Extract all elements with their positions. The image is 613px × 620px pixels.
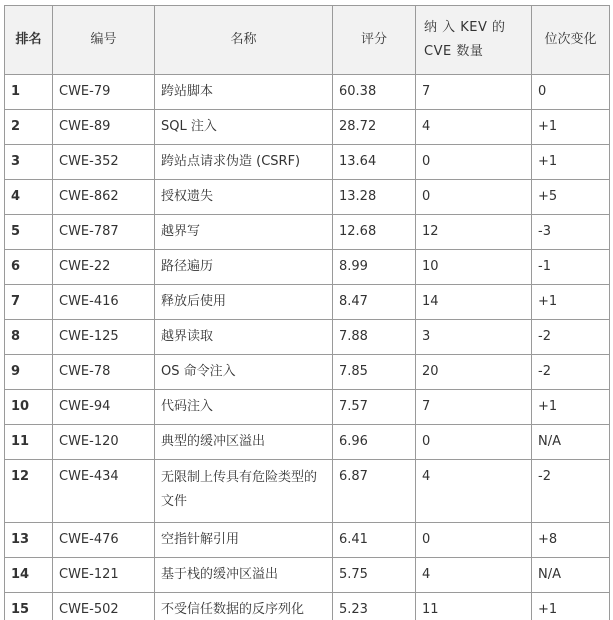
cell-kev-count: 4 [416, 460, 532, 523]
cell-rank: 12 [5, 460, 53, 523]
cell-rank: 13 [5, 523, 53, 558]
cell-rank: 2 [5, 110, 53, 145]
cell-rank: 14 [5, 558, 53, 593]
cell-kev-count: 14 [416, 285, 532, 320]
cell-rank-change: -2 [532, 355, 610, 390]
cell-rank-change: +5 [532, 180, 610, 215]
cell-kev-count: 11 [416, 593, 532, 620]
cell-rank-change: 0 [532, 75, 610, 110]
cell-cwe-id: CWE-79 [53, 75, 155, 110]
cell-rank: 11 [5, 425, 53, 460]
header-rank-change: 位次变化 [532, 6, 610, 75]
cell-score: 8.99 [333, 250, 416, 285]
table-row [5, 180, 610, 215]
cell-score: 13.28 [333, 180, 416, 215]
cell-rank-change: -2 [532, 320, 610, 355]
cell-name: 跨站脚本 [155, 75, 333, 110]
cell-cwe-id: CWE-22 [53, 250, 155, 285]
header-rank: 排名 [5, 6, 53, 75]
cell-rank-change: +8 [532, 523, 610, 558]
cell-score: 60.38 [333, 75, 416, 110]
cell-name: OS 命令注入 [155, 355, 333, 390]
header-name: 名称 [155, 6, 333, 75]
table-row [5, 110, 610, 145]
cell-rank: 9 [5, 355, 53, 390]
cell-name: 路径遍历 [155, 250, 333, 285]
cell-score: 6.96 [333, 425, 416, 460]
cell-score: 7.85 [333, 355, 416, 390]
cell-cwe-id: CWE-416 [53, 285, 155, 320]
cell-name: 基于栈的缓冲区溢出 [155, 558, 333, 593]
cell-rank: 5 [5, 215, 53, 250]
cell-kev-count: 0 [416, 425, 532, 460]
table-row [5, 215, 610, 250]
table-header [5, 6, 610, 75]
cell-score: 6.87 [333, 460, 416, 523]
cell-rank: 10 [5, 390, 53, 425]
cell-name: 典型的缓冲区溢出 [155, 425, 333, 460]
cell-cwe-id: CWE-434 [53, 460, 155, 523]
cell-rank-change: +1 [532, 593, 610, 620]
cell-name: 空指针解引用 [155, 523, 333, 558]
cell-kev-count: 7 [416, 75, 532, 110]
cwe-ranking-table [4, 5, 610, 620]
header-kev-count [416, 6, 532, 75]
header-row [5, 6, 610, 75]
cell-kev-count: 3 [416, 320, 532, 355]
cell-rank: 1 [5, 75, 53, 110]
cell-rank: 15 [5, 593, 53, 620]
table-row [5, 460, 610, 523]
cell-score: 28.72 [333, 110, 416, 145]
cell-name: 释放后使用 [155, 285, 333, 320]
cell-name: 无限制上传具有危险类型的文件 [155, 460, 333, 523]
cell-rank-change: N/A [532, 558, 610, 593]
cell-rank-change: +1 [532, 145, 610, 180]
cell-name: 代码注入 [155, 390, 333, 425]
header-score: 评分 [333, 6, 416, 75]
cell-rank-change: N/A [532, 425, 610, 460]
cell-cwe-id: CWE-476 [53, 523, 155, 558]
table-row [5, 390, 610, 425]
cell-kev-count: 20 [416, 355, 532, 390]
cell-kev-count: 0 [416, 145, 532, 180]
table-row [5, 558, 610, 593]
cell-kev-count: 7 [416, 390, 532, 425]
cell-cwe-id: CWE-120 [53, 425, 155, 460]
cell-cwe-id: CWE-502 [53, 593, 155, 620]
cell-score: 13.64 [333, 145, 416, 180]
cell-name: 越界写 [155, 215, 333, 250]
header-kev-line1: 纳 入 KEV 的 [424, 20, 506, 35]
table-row [5, 523, 610, 558]
cell-kev-count: 4 [416, 558, 532, 593]
cell-score: 8.47 [333, 285, 416, 320]
cell-score: 12.68 [333, 215, 416, 250]
cell-score: 7.57 [333, 390, 416, 425]
cell-rank-change: -2 [532, 460, 610, 523]
cell-rank: 4 [5, 180, 53, 215]
cell-cwe-id: CWE-94 [53, 390, 155, 425]
cell-score: 5.23 [333, 593, 416, 620]
cell-cwe-id: CWE-89 [53, 110, 155, 145]
table-row [5, 145, 610, 180]
cell-cwe-id: CWE-352 [53, 145, 155, 180]
cell-cwe-id: CWE-125 [53, 320, 155, 355]
cell-cwe-id: CWE-121 [53, 558, 155, 593]
table-body [5, 75, 610, 620]
table-row [5, 75, 610, 110]
cell-name: SQL 注入 [155, 110, 333, 145]
table-row [5, 285, 610, 320]
header-kev-line2: CVE 数量 [424, 44, 484, 59]
cell-rank-change: -3 [532, 215, 610, 250]
cell-rank-change: +1 [532, 110, 610, 145]
table-row [5, 425, 610, 460]
cell-cwe-id: CWE-862 [53, 180, 155, 215]
table-row [5, 355, 610, 390]
cell-kev-count: 4 [416, 110, 532, 145]
cell-kev-count: 12 [416, 215, 532, 250]
cell-rank: 6 [5, 250, 53, 285]
cell-rank-change: +1 [532, 285, 610, 320]
cell-score: 6.41 [333, 523, 416, 558]
cell-name: 越界读取 [155, 320, 333, 355]
cell-rank-change: +1 [532, 390, 610, 425]
header-id: 编号 [53, 6, 155, 75]
cell-kev-count: 10 [416, 250, 532, 285]
cell-rank: 8 [5, 320, 53, 355]
cell-rank-change: -1 [532, 250, 610, 285]
cell-rank: 3 [5, 145, 53, 180]
table-row [5, 250, 610, 285]
cell-name: 不受信任数据的反序列化 [155, 593, 333, 620]
cell-name: 跨站点请求伪造 (CSRF) [155, 145, 333, 180]
table-row [5, 593, 610, 620]
cell-cwe-id: CWE-787 [53, 215, 155, 250]
cell-kev-count: 0 [416, 523, 532, 558]
cell-cwe-id: CWE-78 [53, 355, 155, 390]
cell-name: 授权遗失 [155, 180, 333, 215]
cell-score: 5.75 [333, 558, 416, 593]
cell-rank: 7 [5, 285, 53, 320]
table-row [5, 320, 610, 355]
cell-kev-count: 0 [416, 180, 532, 215]
cell-score: 7.88 [333, 320, 416, 355]
